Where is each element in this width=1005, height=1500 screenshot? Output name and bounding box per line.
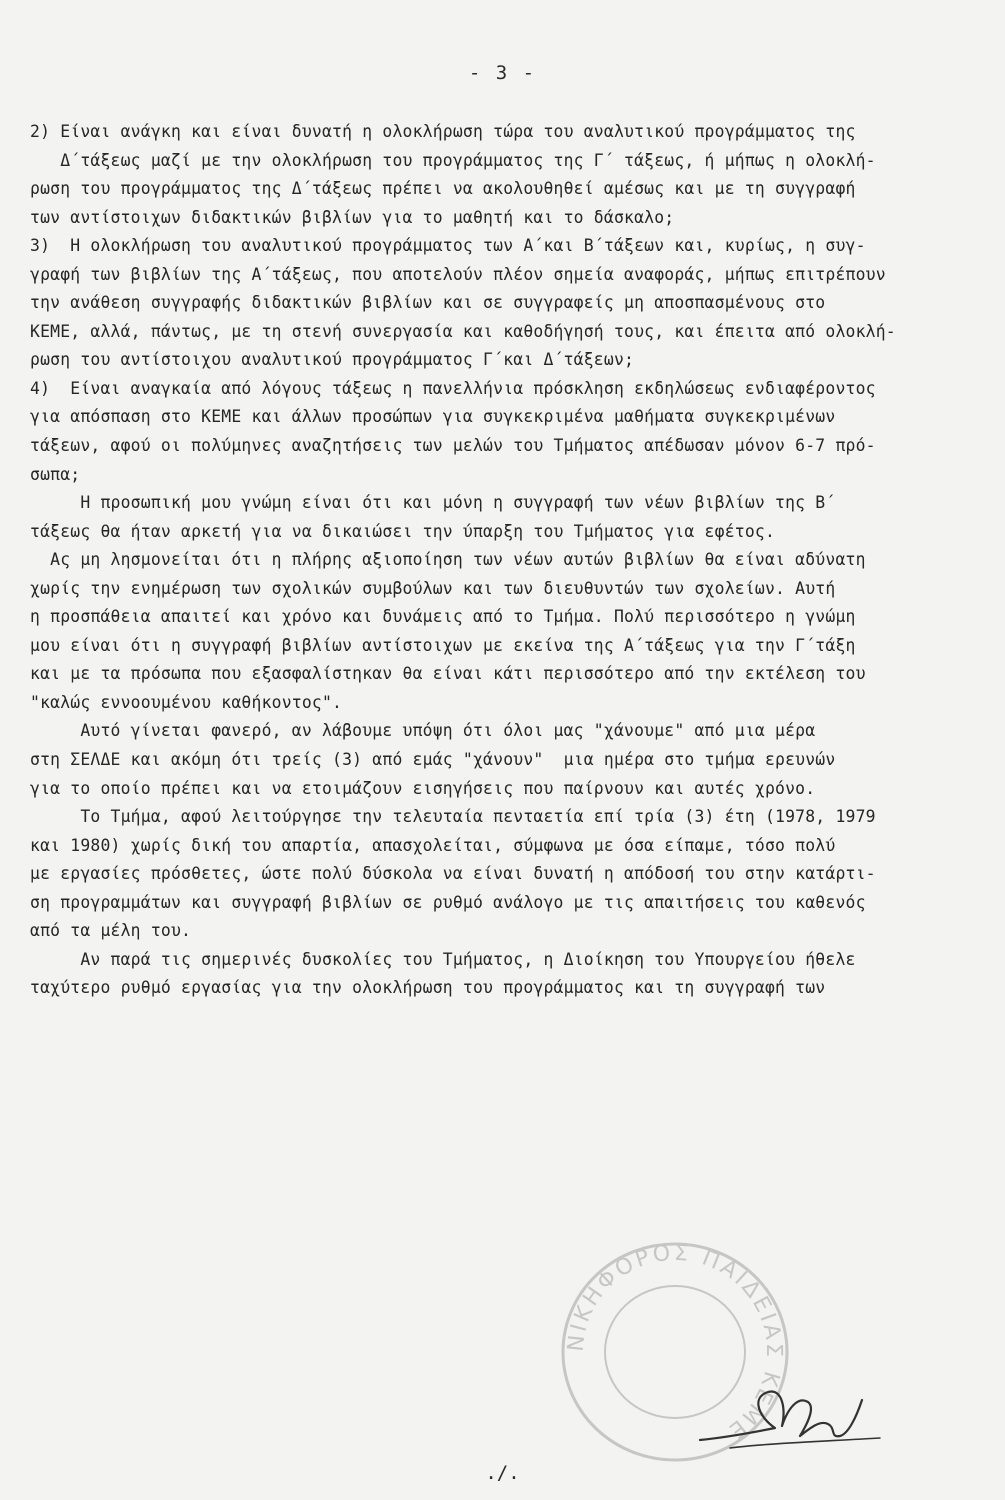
text-line: Δ΄τάξεως μαζί με την ολοκλήρωση του προγράμματος της Γ΄ τάξεως, ή μήπως η ολοκλή- <box>30 150 876 170</box>
text-line: Ας μη λησμονείται ότι η πλήρης αξιοποίηση των νέων αυτών βιβλίων θα είναι αδύνατη <box>30 550 866 570</box>
text-line: των αντίστοιχων διδακτικών βιβλίων για το μαθητή και το δάσκαλο; <box>30 207 675 227</box>
text-line: τάξεων, αφού οι πολύμηνες αναζητήσεις των μελών του Τμήματος απέδωσαν μόνον 6-7 πρό- <box>30 436 876 456</box>
text-line: χωρίς την ενημέρωση των σχολικών συμβούλων και των διευθυντών των σχολείων. Αυτή <box>30 578 836 598</box>
text-line: μου είναι ότι η συγγραφή βιβλίων αντίστοιχων με εκείνα της Α΄τάξεως για την Γ΄τάξη <box>30 635 856 655</box>
text-line: από τα μέλη του. <box>30 921 192 941</box>
text-line: με εργασίες πρόσθετες, ώστε πολύ δύσκολα να είναι δυνατή η απόδοσή του στην κατάρτι- <box>30 864 876 884</box>
text-line: 4) Είναι αναγκαία από λόγους τάξεως η πανελλήνια πρόσκληση εκδηλώσεως ενδιαφέροντος <box>30 378 876 398</box>
text-line: η προσπάθεια απαιτεί και χρόνο και δυνάμεις από το Τμήμα. Πολύ περισσότερο η γνώμη <box>30 607 856 627</box>
text-line: ση προγραμμάτων και συγγραφή βιβλίων σε ρυθμό ανάλογο με τις απαιτήσεις του καθενός <box>30 892 866 912</box>
handwritten-signature <box>690 1378 890 1458</box>
text-line: για το οποίο πρέπει και να ετοιμάζουν εισηγήσεις που παίρνουν και αυτές χρόνο. <box>30 778 816 798</box>
text-line: ρωση του αντίστοιχου αναλυτικού προγράμματος Γ΄και Δ΄τάξεων; <box>30 350 635 370</box>
text-line: ΚΕΜΕ, αλλά, πάντως, με τη στενή συνεργασία και καθοδήγησή τους, και έπειτα από ολοκλή- <box>30 321 896 341</box>
text-line: ταχύτερο ρυθμό εργασίας για την ολοκλήρωση του προγράμματος και τη συγγραφή των <box>30 978 826 998</box>
text-line: 2) Είναι ανάγκη και είναι δυνατή η ολοκλήρωση τώρα του αναλυτικού προγράμματος της <box>30 122 856 141</box>
page-number: - 3 - <box>468 62 537 84</box>
text-line: την ανάθεση συγγραφής διδακτικών βιβλίων και σε συγγραφείς μη αποσπασμένους στο <box>30 293 826 313</box>
stamp-text: ΝΙΚΗΦΟΡΟΣ ΠΑΙΔΕΙΑΣ ΚΕΜΕ <box>563 1240 787 1445</box>
text-line: και 1980) χωρίς δική του απαρτία, απασχολείται, σύμφωνα με όσα είπαμε, τόσο πολύ <box>30 835 836 855</box>
continuation-mark: ./. <box>485 1462 520 1484</box>
text-line: και με τα πρόσωπα που εξασφαλίστηκαν θα είναι κάτι περισσότερο από την εκτέλεση του <box>30 664 866 684</box>
text-line: 3) Η ολοκλήρωση του αναλυτικού προγράμματος των Α΄και Β΄τάξεων και, κυρίως, η συγ- <box>30 236 866 256</box>
text-line: για απόσπαση στο ΚΕΜΕ και άλλων προσώπων για συγκεκριμένα μαθήματα συγκεκριμένων <box>30 407 836 427</box>
text-line: "καλώς εννοουμένου καθήκοντος". <box>30 692 343 712</box>
text-line: Το Τμήμα, αφού λειτούργησε την τελευταία πενταετία επί τρία (3) έτη (1978, 1979 <box>30 807 876 827</box>
text-line: Η προσωπική μου γνώμη είναι ότι και μόνη η συγγραφή των νέων βιβλίων της Β΄ <box>30 493 836 513</box>
document-body <box>30 118 978 1003</box>
text-line: Αυτό γίνεται φανερό, αν λάβουμε υπόψη ότι όλοι μας "χάνουμε" από μια μέρα <box>30 721 816 741</box>
text-line: Αν παρά τις σημερινές δυσκολίες του Τμήματος, η Διοίκηση του Υπουργείου ήθελε <box>30 949 856 969</box>
text-line: ρωση του προγράμματος της Δ΄τάξεως πρέπει να ακολουθηθεί αμέσως και με τη συγγραφή <box>30 179 856 199</box>
text-line: τάξεως θα ήταν αρκετή για να δικαιώσει την ύπαρξη του Τμήματος για εφέτος. <box>30 521 776 541</box>
text-line: σωπα; <box>30 464 81 484</box>
text-line: στη ΣΕΛΔΕ και ακόμη ότι τρείς (3) από εμάς "χάνουν" μια ημέρα στο τμήμα ερευνών <box>30 750 836 770</box>
text-line: γραφή των βιβλίων της Α΄τάξεως, που αποτελούν πλέον σημεία αναφοράς, μήπως επιτρέπουν <box>30 264 886 284</box>
